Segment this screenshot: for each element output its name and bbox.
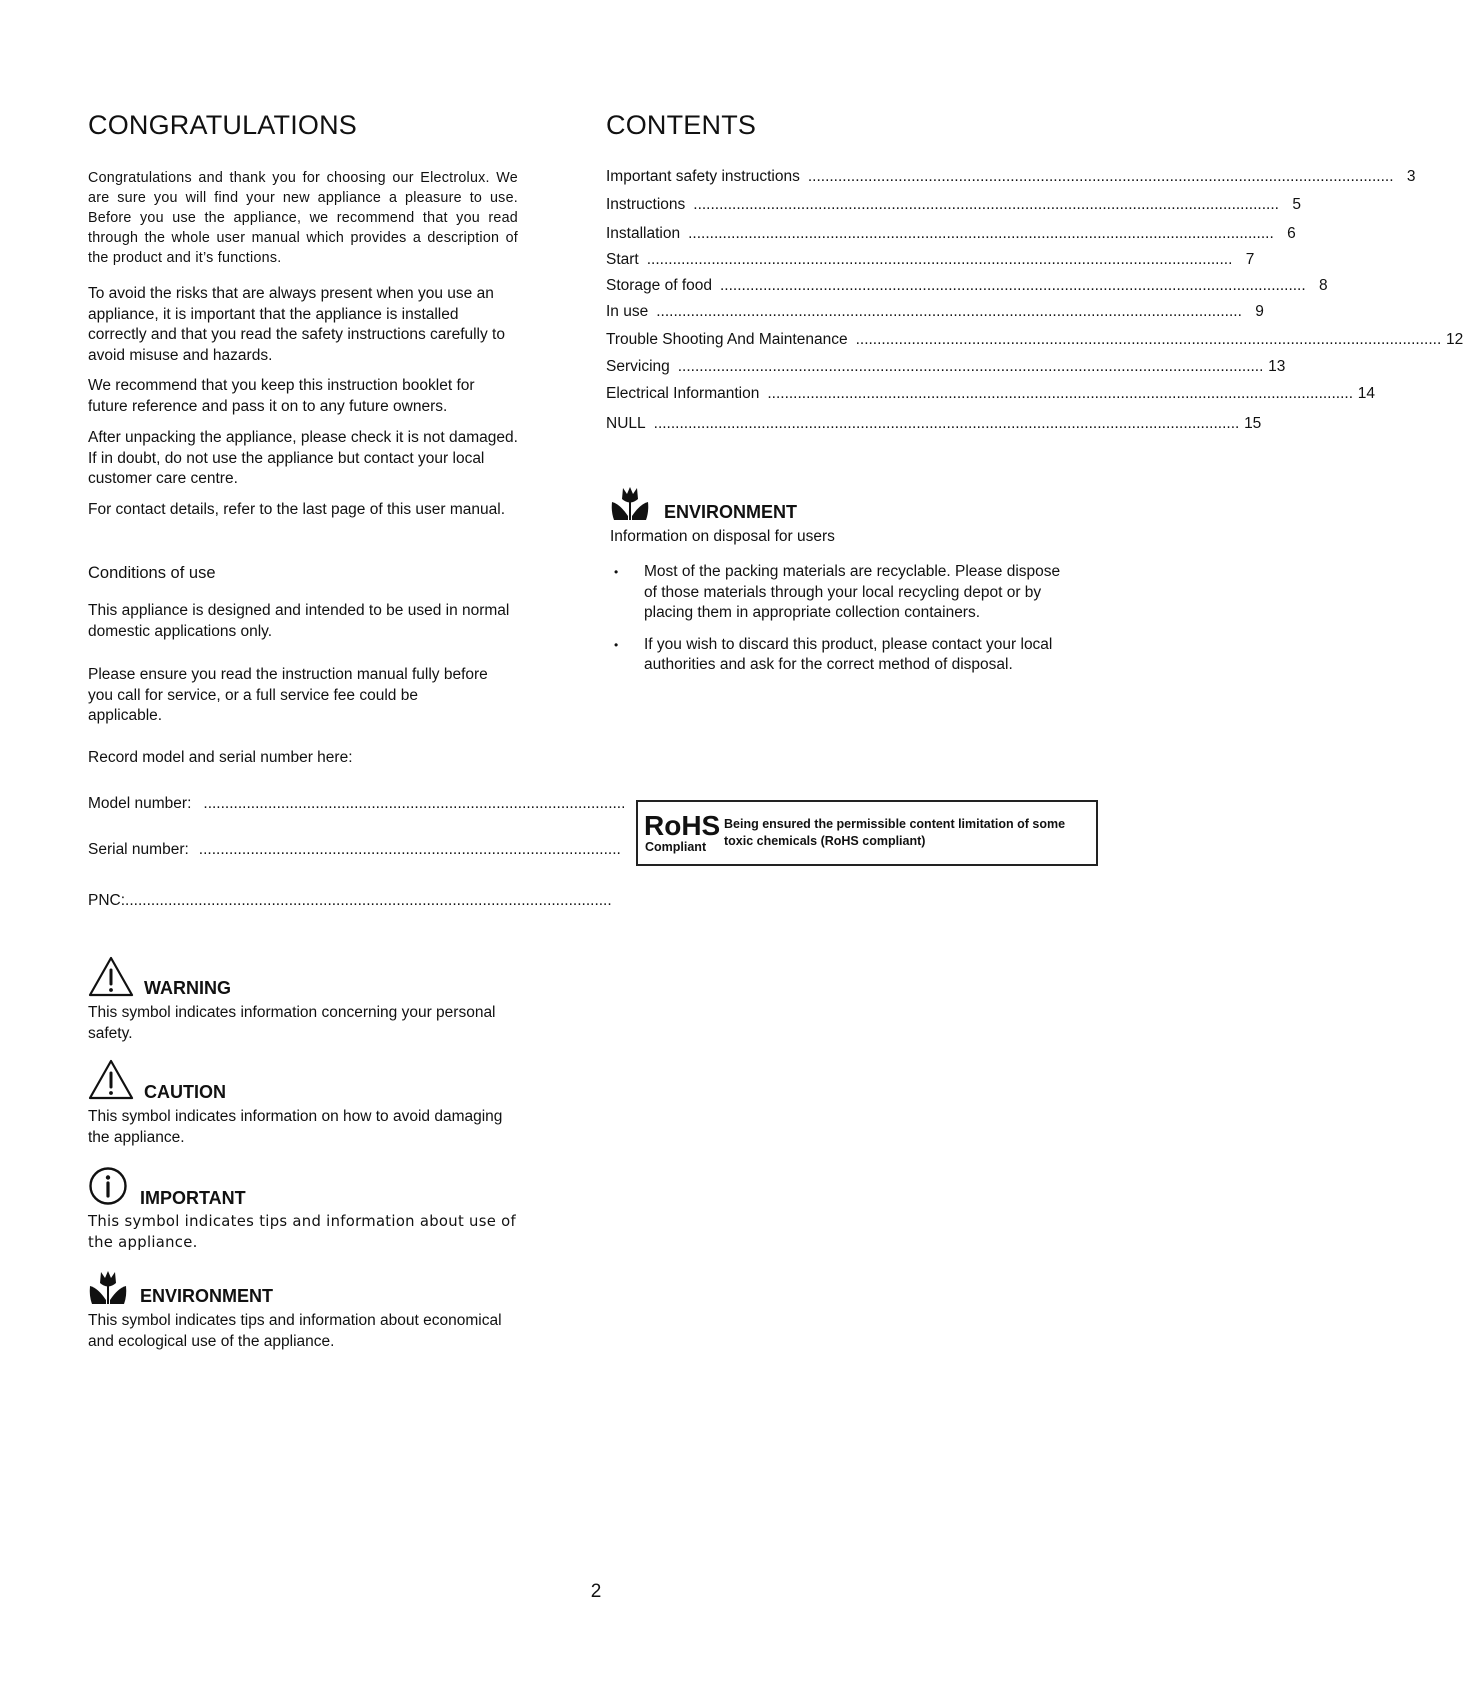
environment-text: This symbol indicates tips and information about economical and ecological use of the appliance. [88, 1312, 502, 1350]
rohs-description: Being ensured the permissible content limitation of some toxic chemicals (RoHS compliant) [724, 817, 1066, 848]
rohs-compliance-box [636, 800, 1098, 866]
toc-leader: ........................................................................................................................................ [767, 385, 1354, 402]
toc-entry-page: 12 [1446, 331, 1463, 348]
toc-entry-page: 15 [1244, 415, 1262, 432]
toc-entry-label: Trouble Shooting And Maintenance [606, 331, 848, 348]
toc-entry-label: Start [606, 251, 639, 268]
pnc-line: ................................................................................................................. [125, 892, 612, 909]
toc-leader: ........................................................................................................................................ [807, 168, 1394, 185]
info-circle-icon [88, 1166, 128, 1206]
caution-title: CAUTION [144, 1082, 226, 1102]
bullet-icon: • [614, 637, 619, 652]
toc-entry-page: 7 [1245, 251, 1255, 268]
pnc-field [88, 892, 612, 910]
toc-entry-label: Installation [606, 225, 681, 242]
toc-entry[interactable] [606, 358, 1286, 376]
toc-entry[interactable] [606, 225, 1296, 243]
rohs-compliant-label: Compliant [645, 840, 707, 854]
record-text: Record model and serial number here: [88, 749, 353, 766]
warning-text: This symbol indicates information concerning your personal safety. [88, 1004, 496, 1042]
toc-leader: ........................................................................................................................................ [720, 277, 1306, 294]
model-number-field [88, 795, 626, 813]
warning-triangle-icon [88, 955, 134, 997]
toc-entry-page: 6 [1287, 225, 1296, 242]
serial-number-label: Serial number: [88, 841, 189, 858]
toc-entry-label: NULL [606, 415, 646, 432]
toc-entry-page: 3 [1406, 168, 1416, 185]
toc-leader: ........................................................................................................................................ [688, 225, 1274, 242]
service-text: Please ensure you read the instruction manual fully before you call for service, or a full service fee could be applicable. [88, 666, 488, 724]
serial-number-line: .................................................................................................. [198, 841, 621, 858]
list-item: • Most of the packing materials are recyclable. Please dispose of those materials through your local recycling depot or by placing them in appropriate collection containers. [614, 563, 1061, 621]
caution-triangle-icon [88, 1058, 134, 1100]
toc-entry-page: 14 [1357, 385, 1376, 402]
intro-paragraph: Congratulations and thank you for choosing our Electrolux. We are sure you will find your new appliance a pleasure to use. Before you use the appliance, we recommend that you read through the whole user manual which provides a description of the product and it’s functions. [88, 170, 518, 266]
toc-entry[interactable] [606, 168, 1416, 186]
rohs-logo: RoHS [644, 810, 721, 841]
toc-leader: ........................................................................................................................................ [646, 251, 1233, 268]
warning-title: WARNING [144, 978, 231, 998]
environment-heading: ENVIRONMENT [664, 502, 798, 522]
toc-entry[interactable] [606, 303, 1264, 321]
toc-entry-page: 5 [1292, 196, 1301, 213]
toc-leader: ........................................................................................................................................ [653, 415, 1240, 432]
toc-leader: ........................................................................................................................................ [656, 303, 1242, 320]
toc-entry[interactable] [606, 385, 1376, 403]
toc-entry[interactable] [606, 251, 1255, 269]
toc-entry-label: Electrical Informantion [606, 385, 760, 402]
environment-title: ENVIRONMENT [140, 1286, 274, 1306]
disposal-list [606, 562, 1076, 687]
serial-number-field [88, 841, 621, 859]
toc-entry-label: Instructions [606, 196, 686, 213]
toc-leader: ........................................................................................................................................ [693, 196, 1279, 213]
booklet-paragraph: We recommend that you keep this instruction booklet for future reference and pass it on to any future owners. [88, 377, 475, 415]
important-text: This symbol indicates tips and information about use of the appliance. [88, 1213, 517, 1251]
model-number-line: .................................................................................................. [203, 795, 626, 812]
page-number: 2 [590, 1581, 602, 1602]
congratulations-heading: CONGRATULATIONS [88, 110, 358, 140]
contents-heading: CONTENTS [606, 110, 757, 140]
unpacking-paragraph: After unpacking the appliance, please check it is not damaged. If in doubt, do not use the appliance but contact your local customer care centre. [88, 429, 518, 487]
toc-entry-page: 13 [1268, 358, 1286, 375]
toc-entry[interactable] [606, 277, 1328, 295]
conditions-text: This appliance is designed and intended to be used in normal domestic applications only. [88, 602, 510, 640]
toc-entry-label: In use [606, 303, 649, 320]
toc-entry-label: Important safety instructions [606, 168, 800, 185]
pnc-label: PNC: [88, 892, 126, 909]
important-title: IMPORTANT [140, 1188, 246, 1208]
model-number-label: Model number: [88, 795, 192, 812]
disposal-subtitle: Information on disposal for users [610, 528, 835, 545]
tulip-icon [610, 484, 650, 522]
toc-leader: ........................................................................................................................................ [677, 358, 1264, 375]
conditions-heading: Conditions of use [88, 564, 216, 582]
toc-entry-page: 9 [1255, 303, 1264, 320]
contact-paragraph: For contact details, refer to the last page of this user manual. [88, 501, 505, 518]
toc-entry-label: Storage of food [606, 277, 712, 294]
toc-entry[interactable] [606, 196, 1301, 214]
toc-entry[interactable] [606, 415, 1262, 433]
tulip-icon [88, 1268, 128, 1306]
risk-paragraph: To avoid the risks that are always present when you use an appliance, it is important that the appliance is installed correctly and that you read the safety instructions carefully to avoid misuse and hazards. [88, 285, 505, 364]
toc-entry-page: 8 [1319, 277, 1328, 294]
caution-text: This symbol indicates information on how to avoid damaging the appliance. [88, 1108, 503, 1146]
bullet-icon: • [614, 565, 619, 579]
toc-entry-label: Servicing [606, 358, 670, 375]
list-item: • If you wish to discard this product, please contact your local authorities and ask for the correct method of disposal. [614, 635, 1053, 673]
toc-leader: ........................................................................................................................................ [855, 331, 1442, 348]
toc-entry[interactable] [606, 331, 1463, 349]
